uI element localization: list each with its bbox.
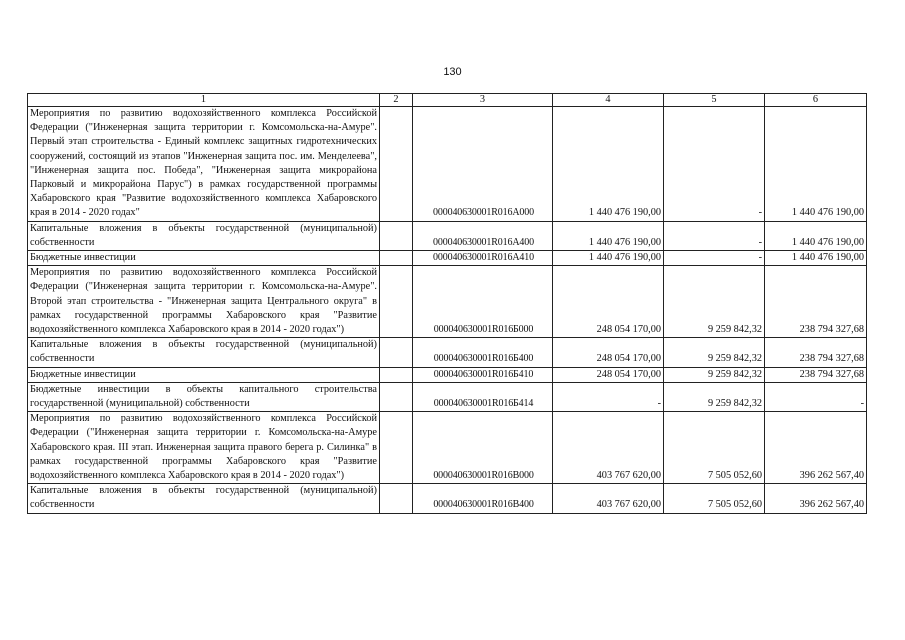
row-col6: 396 262 567,40 — [765, 412, 867, 484]
row-code: 000040630001R016A400 — [413, 221, 553, 250]
row-col6: 1 440 476 190,00 — [765, 251, 867, 266]
row-code: 000040630001R016Б414 — [413, 382, 553, 411]
row-col4: - — [553, 382, 664, 411]
row-col5: 7 505 052,60 — [664, 412, 765, 484]
row-code: 000040630001R016Б400 — [413, 338, 553, 367]
table-row — [28, 338, 867, 367]
row-col5: - — [664, 251, 765, 266]
row-col2 — [380, 382, 413, 411]
table-row — [28, 382, 867, 411]
table-row — [28, 367, 867, 382]
row-col5: - — [664, 107, 765, 222]
table-header-row — [28, 94, 867, 107]
row-name: Капитальные вложения в объекты государственной (муниципальной) собственности — [28, 338, 380, 367]
page-number: 130 — [443, 66, 462, 78]
row-col2 — [380, 484, 413, 513]
row-code: 000040630001R016A410 — [413, 251, 553, 266]
column-header: 4 — [553, 94, 664, 107]
table-row — [28, 266, 867, 338]
row-col2 — [380, 338, 413, 367]
row-code: 000040630001R016Б000 — [413, 266, 553, 338]
row-name: Бюджетные инвестиции — [28, 251, 380, 266]
row-col4: 1 440 476 190,00 — [553, 107, 664, 222]
row-code: 000040630001R016Б410 — [413, 367, 553, 382]
table-row — [28, 107, 867, 222]
column-header: 1 — [28, 94, 380, 107]
table-row — [28, 251, 867, 266]
column-header: 6 — [765, 94, 867, 107]
row-col5: 7 505 052,60 — [664, 484, 765, 513]
table-row — [28, 412, 867, 484]
row-col6: 1 440 476 190,00 — [765, 221, 867, 250]
row-name: Мероприятия по развитию водохозяйственного комплекса Российской Федерации ("Инженерная защита территории г. Комсомольска-на-Амуре". Первый этап строительства - Единый комплекс защитных гидротехнических сооружений, состоящий из этапов "Инженерная защита пос. им. Менделеева", "Инженерная защита пос. Победа", "Инженерная защита микрорайона Парковый и микрорайона Парус") в рамках государственной программы Хабаровского края "Развитие водохозяйственного комплекса Хабаровского края в 2014 - 2020 годах" — [28, 107, 380, 222]
row-col5: 9 259 842,32 — [664, 338, 765, 367]
row-name: Мероприятия по развитию водохозяйственного комплекса Российской Федерации ("Инженерная защита территории г. Комсомольска-на-Амуре". Второй этап строительства - "Инженерная защита Центрального округа" в рамках государственной программы Хабаровского края "Развитие водохозяйственного комплекса Хабаровского края в 2014 - 2020 годах") — [28, 266, 380, 338]
row-col2 — [380, 107, 413, 222]
row-col2 — [380, 251, 413, 266]
row-col5: - — [664, 221, 765, 250]
row-name: Бюджетные инвестиции в объекты капитального строительства государственной (муниципальной) собственности — [28, 382, 380, 411]
row-col6: - — [765, 382, 867, 411]
row-code: 000040630001R016B400 — [413, 484, 553, 513]
row-col2 — [380, 266, 413, 338]
column-header: 3 — [413, 94, 553, 107]
row-col6: 238 794 327,68 — [765, 367, 867, 382]
row-col2 — [380, 367, 413, 382]
row-col5: 9 259 842,32 — [664, 266, 765, 338]
row-col4: 403 767 620,00 — [553, 484, 664, 513]
column-header: 2 — [380, 94, 413, 107]
row-col4: 248 054 170,00 — [553, 367, 664, 382]
row-col6: 1 440 476 190,00 — [765, 107, 867, 222]
row-col2 — [380, 412, 413, 484]
row-col6: 238 794 327,68 — [765, 338, 867, 367]
budget-table — [27, 93, 867, 514]
row-col4: 248 054 170,00 — [553, 266, 664, 338]
row-col4: 403 767 620,00 — [553, 412, 664, 484]
row-col5: 9 259 842,32 — [664, 382, 765, 411]
row-col4: 1 440 476 190,00 — [553, 251, 664, 266]
row-name: Бюджетные инвестиции — [28, 367, 380, 382]
row-name: Капитальные вложения в объекты государственной (муниципальной) собственности — [28, 484, 380, 513]
row-col4: 1 440 476 190,00 — [553, 221, 664, 250]
row-name: Мероприятия по развитию водохозяйственного комплекса Российской Федерации ("Инженерная защита территории г. Комсомольска-на-Амуре Хабаровского края. III этап. Инженерная защита правого берега р. Силинка" в рамках государственной программы Хабаровского края "Развитие водохозяйственного комплекса Хабаровского края в 2014 - 2020 годах") — [28, 412, 380, 484]
row-col2 — [380, 221, 413, 250]
row-col5: 9 259 842,32 — [664, 367, 765, 382]
row-col6: 238 794 327,68 — [765, 266, 867, 338]
row-name: Капитальные вложения в объекты государственной (муниципальной) собственности — [28, 221, 380, 250]
row-code: 000040630001R016A000 — [413, 107, 553, 222]
row-col6: 396 262 567,40 — [765, 484, 867, 513]
row-col4: 248 054 170,00 — [553, 338, 664, 367]
column-header: 5 — [664, 94, 765, 107]
row-code: 000040630001R016B000 — [413, 412, 553, 484]
table-row — [28, 221, 867, 250]
table-row — [28, 484, 867, 513]
